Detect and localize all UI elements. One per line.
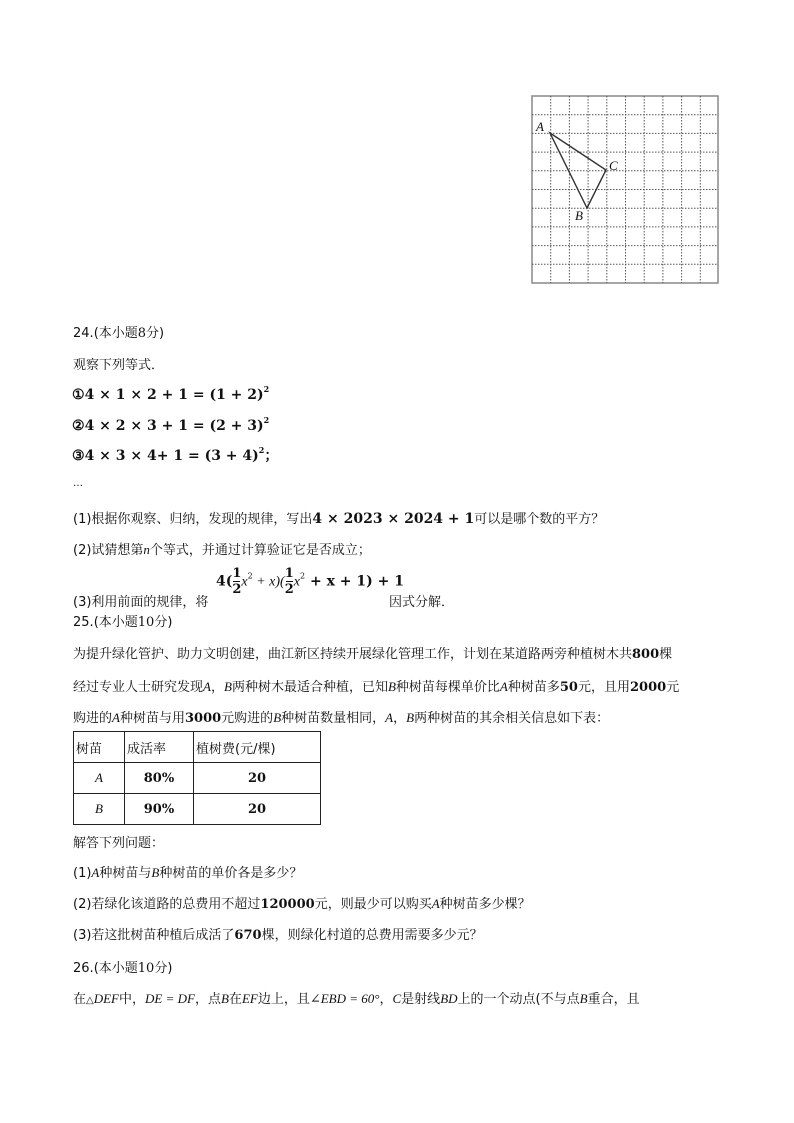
q26B: B <box>220 991 229 1006</box>
p2num: 120000 <box>260 897 315 912</box>
q25-header-open: (本小题 <box>93 615 138 630</box>
q24-ellipsis: … <box>73 478 83 489</box>
label-c: C <box>609 158 618 173</box>
q24-intro: 观察下列等式． <box>73 358 165 373</box>
q26i: 重合，且 <box>587 992 640 1007</box>
math-x2: x <box>293 574 300 590</box>
part1-pre: (1)根据你观察、归纳，发现的规律，写出 <box>73 512 313 527</box>
cell-seedling: B <box>74 794 125 825</box>
eq1-body: 4 × 1 × 2 + 1 = (1 + 2) <box>84 387 264 403</box>
l2B2: B <box>387 679 396 694</box>
q25-line-3 <box>73 707 609 726</box>
cell-survival-rate: 80% <box>125 763 194 794</box>
q25-line-1 <box>73 643 672 662</box>
l2b: ， <box>210 680 224 695</box>
part2-pre: (2)试猜想第 <box>73 543 144 558</box>
cell-seedling: A <box>74 763 125 794</box>
part1-math: 4 × 2023 × 2024 + 1 <box>312 511 475 527</box>
label-b: B <box>575 208 583 223</box>
l2g: 元 <box>666 680 680 695</box>
eq2-exp: 2 <box>263 415 270 425</box>
q25-header-close: 分) <box>154 615 173 630</box>
q25-header <box>73 611 172 630</box>
eq2-body: 4 × 2 × 3 + 1 = (2 + 3) <box>84 418 264 434</box>
q26h: 上的一个动点(不与点 <box>457 992 580 1007</box>
q24-header <box>73 322 164 341</box>
q24-equation-3 <box>72 445 278 465</box>
l2num1: 50 <box>559 680 578 695</box>
cell-planting-fee: 20 <box>194 763 321 794</box>
l3f: 两种树苗的其余相关信息如下表： <box>414 711 610 726</box>
table-row <box>74 794 321 825</box>
l3e: ， <box>393 711 407 726</box>
table-header-row <box>74 732 321 763</box>
q24-equation-2 <box>72 415 269 434</box>
l3B: B <box>273 710 282 725</box>
frac1-num: 1 <box>232 566 242 581</box>
q24-header-open: (本小题 <box>93 326 138 341</box>
q26g: 是射线 <box>401 992 441 1007</box>
q24-score: 8 <box>137 326 147 341</box>
q25-line-2 <box>73 676 679 695</box>
q24-part-3-math <box>216 566 404 597</box>
l3A2: A <box>385 710 394 725</box>
p2a: (2)若绿化该道路的总费用不超过 <box>73 897 261 912</box>
line1-pre: 为提升绿化管护、助力文明创建，曲江新区持续开展绿化管理工作，计划在某道路两旁种植树木共 <box>73 647 633 662</box>
p1a: (1) <box>73 866 92 881</box>
q24-part-3-pre: (3)利用前面的规律，将 <box>73 595 209 610</box>
p2A: A <box>431 896 440 911</box>
q26-score: 10 <box>137 961 155 976</box>
math-x1: x <box>241 574 248 590</box>
marker-2: ② <box>72 418 85 434</box>
q26eq: DE = DF <box>145 991 195 1006</box>
cell-survival-rate: 90% <box>125 794 194 825</box>
eq3-tail: ； <box>264 448 279 464</box>
l2A: A <box>203 679 211 694</box>
table-row <box>74 763 321 794</box>
l3B2: B <box>406 710 415 725</box>
q26BD: BD <box>440 991 458 1006</box>
l2a: 经过专业人士研究发现 <box>73 680 204 695</box>
q24-part-3-post: 因式分解． <box>389 595 455 610</box>
marker-1: ① <box>72 387 85 403</box>
part2-post: 个等式，并通过计算验证它是否成立； <box>149 543 371 558</box>
l3b: 种树苗与用 <box>119 711 185 726</box>
part1-post: 可以是哪个数的平方？ <box>474 512 605 527</box>
frac2-num: 1 <box>284 566 294 581</box>
part2-var: n <box>143 542 150 557</box>
fraction-half-2 <box>285 566 294 597</box>
frac2-den: 2 <box>284 582 294 597</box>
q25-part-3 <box>73 924 483 943</box>
math-lead: 4( <box>216 573 233 590</box>
p3num: 670 <box>234 928 262 943</box>
q26b: 中， <box>119 992 146 1007</box>
l2B: B <box>223 679 232 694</box>
l2d: 种树苗每棵单价比 <box>395 680 500 695</box>
l3a: 购进的 <box>73 711 113 726</box>
l3A: A <box>112 710 120 725</box>
q26EF: EF <box>241 991 258 1006</box>
q25-number: 25. <box>73 615 94 630</box>
math-tail: + x + 1) + 1 <box>305 573 404 590</box>
grid-triangle-figure <box>530 94 720 285</box>
p3b: 棵，则绿化村道的总费用需要多少元？ <box>261 928 483 943</box>
q24-header-close: 分) <box>146 326 165 341</box>
q26c: ，点 <box>194 992 221 1007</box>
line1-post: 棵 <box>659 647 673 662</box>
header-cell: 成活率 <box>125 732 194 763</box>
l3c: 元购进的 <box>221 711 274 726</box>
q26-number: 26. <box>73 961 94 976</box>
seedling-info-table <box>73 731 321 825</box>
q24-number: 24. <box>73 326 94 341</box>
q25-part-1 <box>73 862 302 881</box>
q24-equation-1 <box>72 384 269 403</box>
q26-header <box>73 957 172 976</box>
eq3-body: 4 × 3 × 4+ 1 = (3 + 4) <box>84 448 259 464</box>
q26-header-close: 分) <box>154 961 173 976</box>
l2c: 两种树木最适合种植，已知 <box>231 680 388 695</box>
label-a: A <box>536 119 544 134</box>
p1b: 种树苗与 <box>99 866 152 881</box>
marker-3: ③ <box>72 448 85 464</box>
q26B2: B <box>579 991 588 1006</box>
q26C: C <box>392 991 402 1006</box>
q24-part-1 <box>73 508 604 527</box>
q26angle: ∠EBD = 60° <box>309 991 380 1006</box>
header-cell: 树苗 <box>74 732 125 763</box>
header-cell: 植树费(元/棵) <box>194 732 321 763</box>
line1-num: 800 <box>632 647 660 662</box>
q24-part-2 <box>73 539 371 558</box>
eq3-exp: 2 <box>258 445 265 455</box>
q25-answer-intro: 解答下列问题： <box>73 836 165 851</box>
triangle-symbol: △ <box>86 995 94 1006</box>
q25-score: 10 <box>137 615 155 630</box>
l2num2: 2000 <box>630 680 667 695</box>
grid-svg <box>530 94 720 285</box>
cell-planting-fee: 20 <box>194 794 321 825</box>
l3num: 3000 <box>184 711 222 726</box>
l3d: 种树苗数量相同， <box>281 711 386 726</box>
q26e: 边上，且 <box>257 992 310 1007</box>
p1A: A <box>91 865 100 880</box>
l2e: 种树苗多 <box>507 680 560 695</box>
q26-header-open: (本小题 <box>93 961 138 976</box>
q26f: ， <box>379 992 393 1007</box>
q26d: 在 <box>228 992 242 1007</box>
math-exp2: 2 <box>300 571 306 581</box>
p2c: 种树苗多少棵？ <box>439 897 531 912</box>
q26a: 在 <box>73 992 87 1007</box>
math-exp1: 2 <box>247 571 253 581</box>
l2f: 元，且用 <box>577 680 630 695</box>
p1B: B <box>151 865 160 880</box>
p3a: (3)若这批树苗种植后成活了 <box>73 928 235 943</box>
p2b: 元，则最少可以购买 <box>314 897 432 912</box>
l2A2: A <box>499 679 508 694</box>
eq1-exp: 2 <box>263 384 270 394</box>
q26DEF: DEF <box>93 991 119 1006</box>
q25-part-2 <box>73 893 531 912</box>
math-mid2: + x)( <box>252 574 285 590</box>
p1c: 种树苗的单价各是多少？ <box>159 866 303 881</box>
q26-line-1 <box>73 988 640 1007</box>
frac1-den: 2 <box>232 582 242 597</box>
